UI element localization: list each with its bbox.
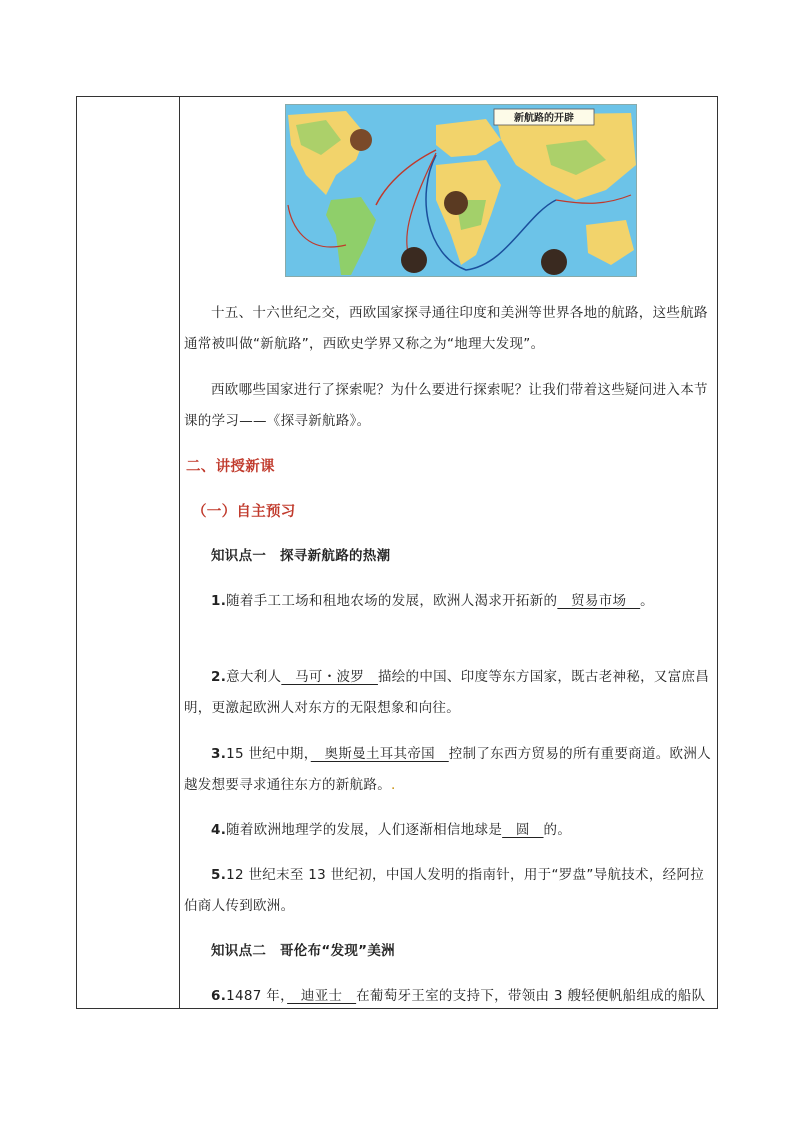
intro-paragraph-1: 十五、十六世纪之交，西欧国家探寻通往印度和美洲等世界各地的航路，这些航路通常被叫做“新航路”，西欧史学界又称之为“地理大发现”。 [184, 305, 708, 352]
item-number: 3. [211, 746, 227, 762]
knowledge-point-2-title: 知识点二 哥伦布“发现”美洲 [211, 943, 395, 959]
item-text: 12 世纪末至 13 世纪初，中国人发明的指南针，用于“罗盘”导航技术，经阿拉伯商人传到欧洲。 [184, 867, 705, 914]
new-routes-map-image [285, 104, 637, 277]
answer-blank: 圆 [502, 822, 544, 838]
item-text: 1487 年， [226, 988, 288, 1004]
item-number: 4. [211, 822, 227, 838]
answer-blank: 迪亚士 [287, 988, 357, 1004]
item-text: 意大利人 [226, 669, 282, 685]
item-text: 随着欧洲地理学的发展，人们逐渐相信地球是 [226, 822, 503, 838]
item-number: 2. [211, 669, 227, 685]
answer-blank: 贸易市场 [557, 593, 641, 609]
intro-paragraph-2: 西欧哪些国家进行了探索呢？为什么要进行探索呢？让我们带着这些疑问进入本节课的学习——《探寻新航路》。 [184, 382, 708, 429]
item-number: 5. [211, 867, 227, 883]
subsection-heading: （一）自主预习 [192, 504, 296, 520]
item-text-end: 。 [640, 593, 654, 609]
map-title: 新航路的开辟 [514, 113, 574, 124]
item-text: 随着手工工场和租地农场的发展，欧洲人渴求开拓新的 [226, 593, 558, 609]
item-text: 15 世纪中期， [226, 746, 311, 762]
item-text-end: 在葡萄牙王室的支持下，带领由 3 艘轻便帆船组成的船队 [356, 988, 706, 1004]
item-1 [184, 586, 712, 617]
item-text-end: 的。 [543, 822, 572, 838]
item-6 [184, 981, 712, 1009]
item-2 [184, 662, 712, 724]
item-number: 6. [211, 988, 227, 1004]
column-divider [179, 97, 180, 1008]
item-3 [184, 739, 712, 801]
answer-blank: 马可・波罗 [281, 669, 378, 685]
item-text-end: 控制了东西方贸易的所有重要商道。欧洲人越发想要寻求通往东方的新航路。 [184, 746, 711, 793]
item-text-end: 描绘的中国、印度等东方国家，既古老神秘，又富庶昌明，更激起欧洲人对东方的无限想象和向往。 [184, 669, 710, 716]
section-heading: 二、讲授新课 [186, 459, 275, 475]
stray-dot: . [391, 777, 396, 793]
knowledge-point-1-title: 知识点一 探寻新航路的热潮 [211, 548, 391, 564]
item-number: 1. [211, 593, 227, 609]
item-5 [184, 860, 712, 922]
answer-blank: 奥斯曼土耳其帝国 [310, 746, 449, 762]
item-4 [184, 815, 712, 846]
